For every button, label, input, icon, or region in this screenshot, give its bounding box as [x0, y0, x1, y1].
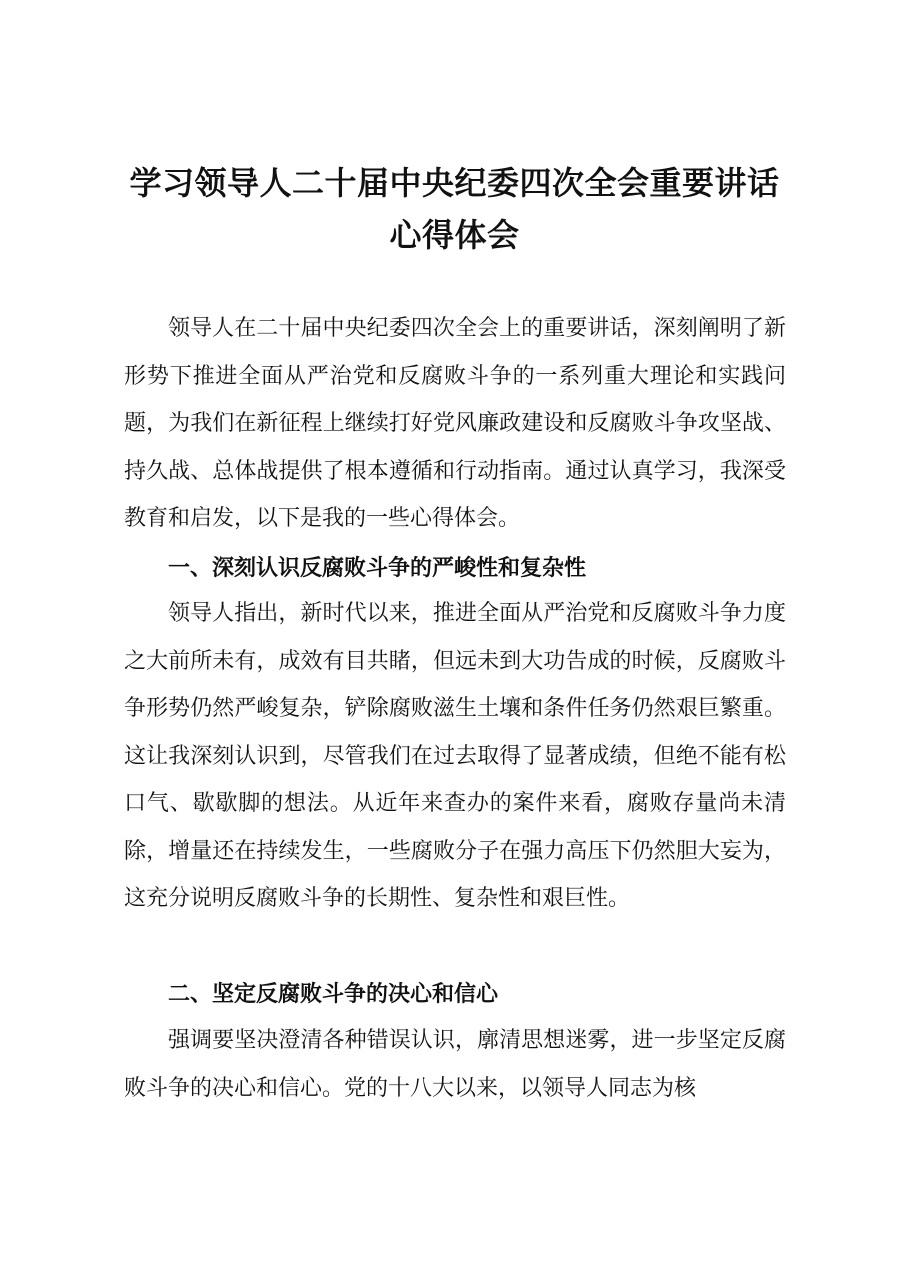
- document-title-line1: 学习领导人二十届中央纪委四次全会重要讲话: [129, 164, 780, 202]
- paragraph-section-2: 强调要坚决澄清各种错误认识，廓清思想迷雾，进一步坚定反腐败斗争的决心和信心。党的十八大以来，以领导人同志为核: [124, 1028, 786, 1101]
- paragraph-section-1: 领导人指出，新时代以来，推进全面从严治党和反腐败斗争力度之大前所未有，成效有目共睹，但远未到大功告成的时候，反腐败斗争形势仍然严峻复杂，铲除腐败滋生土壤和条件任务仍然艰巨繁重。这让我深刻认识到，尽管我们在过去取得了显著成绩，但绝不能有松口气、歇歇脚的想法。从近年来查办的案件来看，腐败存量尚未清除，增量还在持续发生，一些腐败分子在强力高压下仍然胆大妄为，这充分说明反腐败斗争的长期性、复杂性和艰巨性。: [124, 601, 786, 911]
- document-title-line2: 心得体会: [389, 216, 520, 254]
- section-heading-1: 一、深刻认识反腐败斗争的严峻性和复杂性: [168, 556, 587, 581]
- section-heading-2: 二、坚定反腐败斗争的决心和信心: [168, 982, 499, 1007]
- paragraph-intro: 领导人在二十届中央纪委四次全会上的重要讲话，深刻阐明了新形势下推进全面从严治党和反腐败斗争的一系列重大理论和实践问题，为我们在新征程上继续打好党风廉政建设和反腐败斗争攻坚战、持久战、总体战提供了根本遵循和行动指南。通过认真学习，我深受教育和启发，以下是我的一些心得体会。: [124, 316, 786, 531]
